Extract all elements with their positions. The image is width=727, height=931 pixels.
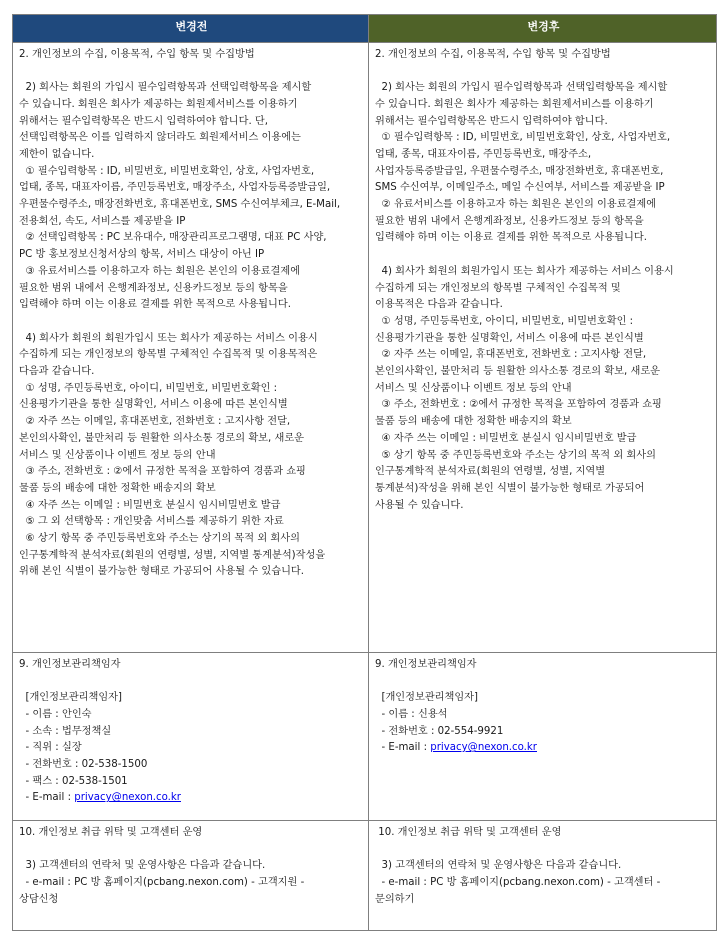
after-header: 변경후 (369, 15, 717, 43)
text-line: ③ 주소, 전화번호 : ②에서 규정한 목적을 포함하여 경품과 쇼핑 (19, 466, 306, 478)
text-line: 물품 등의 배송에 대한 정확한 배송지의 확보 (19, 482, 216, 494)
text-line: - 이름 : 신용석 (375, 708, 448, 720)
after-cell (369, 42, 717, 652)
text-line: 4) 회사가 회원의 회원가입시 또는 회사가 제공하는 서비스 이용시 (19, 332, 318, 344)
text-line: 신용평가기관을 통한 실명확인, 서비스 이용에 따른 본인식별 (19, 399, 288, 411)
text-line: - e-mail : PC 방 홈페이지(pcbang.nexon.com) - 고객센터 - (375, 876, 661, 888)
text-line (19, 63, 364, 80)
text-line: ② 자주 쓰는 이메일, 휴대폰번호, 전화번호 : 고지사항 전달, (19, 416, 291, 428)
text-line: 수집하게 되는 개인정보의 항목별 구체적인 수집목적 및 (375, 282, 621, 294)
text-line: 우편물수령주소, 매장전화번호, 휴대폰번호, SMS 수신여부체크, E-Mail, (19, 199, 341, 211)
text-line: 인구통계학적 분석자료(회원의 연령별, 성별, 지역별 (375, 466, 606, 478)
text-line: - 이름 : 안인숙 (19, 708, 92, 720)
text-line: - 소속 : 법무정책실 (19, 725, 112, 737)
text-line: SMS 수신여부, 이메일주소, 메일 수신여부, 서비스를 제공받을 IP (375, 182, 665, 194)
text-line: 사업자등록증발급일, 우편물수령주소, 매장전화번호, 휴대폰번호, (375, 165, 664, 177)
section-title: 9. 개인정보관리책임자 (19, 658, 121, 670)
text-line: ② 유료서비스를 이용하고자 하는 회원은 본인의 이용료결제에 (375, 199, 657, 211)
text-line: 필요한 범위 내에서 은행계좌정보, 신용카드정보 등의 항목을 (19, 282, 288, 294)
text-line: 통계분석)작성을 위해 본인 식별이 불가능한 형태로 가공되어 (375, 482, 645, 494)
section-row-customer-center (13, 820, 717, 930)
text-line: 위해 본인 식별이 불가능한 형태로 가공되어 사용될 수 있습니다. (19, 566, 305, 578)
section-title: 2. 개인정보의 수집, 이용목적, 수입 항목 및 수집방법 (375, 48, 611, 60)
text-line: - 전화번호 : 02-554-9921 (375, 725, 504, 737)
text-line (375, 63, 712, 80)
after-cell (369, 820, 717, 930)
text-line: 입력해야 하며 이는 이용료 결제를 위한 목적으로 사용됩니다. (375, 232, 647, 244)
text-line: - E-mail : privacy@nexon.co.kr (19, 792, 181, 804)
text-line: 3) 고객센터의 연락처 및 운영사항은 다음과 같습니다. (375, 860, 622, 872)
section-row-collection (13, 42, 717, 652)
text-line: ⑥ 상기 항목 중 주민등록번호와 주소는 상기의 목적 외 회사의 (19, 533, 300, 545)
text-line: ④ 자주 쓰는 이메일 : 비밀번호 분실시 임시비밀번호 발급 (19, 499, 281, 511)
text-line: 위해서는 필수입력항목은 반드시 입력하여야 합니다. (375, 115, 608, 127)
text-line: ③ 주소, 전화번호 : ②에서 규정한 목적을 포함하여 경품과 쇼핑 (375, 399, 662, 411)
text-line: 필요한 범위 내에서 은행계좌정보, 신용카드정보 등의 항목을 (375, 215, 644, 227)
text-line: 2) 회사는 회원의 가입시 필수입력항목과 선택입력항목을 제시할 (375, 82, 668, 94)
text-line: 서비스 및 신상품이나 이벤트 정보 등의 안내 (19, 449, 216, 461)
text-line: 4) 회사가 회원의 회원가입시 또는 회사가 제공하는 서비스 이용시 (375, 265, 674, 277)
text-line: 상담신청 (19, 893, 59, 905)
text-line (375, 673, 712, 690)
text-line (19, 673, 364, 690)
section-title: 2. 개인정보의 수집, 이용목적, 수입 항목 및 수집방법 (19, 48, 255, 60)
text-line: ⑤ 그 외 선택항목 : 개인맞춤 서비스를 제공하기 위한 자료 (19, 516, 284, 528)
text-line (19, 314, 364, 331)
text-line: - e-mail : PC 방 홈페이지(pcbang.nexon.com) - 고객지원 - (19, 876, 305, 888)
text-line (375, 841, 712, 858)
text-line: 수집하게 되는 개인정보의 항목별 구체적인 수집목적 및 이용목적은 (19, 349, 318, 361)
section-title: 10. 개인정보 취급 위탁 및 고객센터 운영 (19, 826, 203, 838)
email-link[interactable]: privacy@nexon.co.kr (430, 742, 537, 754)
email-link[interactable]: privacy@nexon.co.kr (74, 792, 181, 804)
before-cell (13, 652, 369, 820)
text-line: 업태, 종목, 대표자이름, 주민등록번호, 매장주소, (375, 148, 592, 160)
header-row (13, 15, 717, 43)
text-line: 2) 회사는 회원의 가입시 필수입력항목과 선택입력항목을 제시할 (19, 82, 312, 94)
comparison-table (12, 14, 717, 931)
text-line: ① 성명, 주민등록번호, 아이디, 비밀번호, 비밀번호확인 : (19, 382, 278, 394)
text-line: - 직위 : 실장 (19, 742, 82, 754)
text-line: 서비스 및 신상품이나 이벤트 정보 등의 안내 (375, 382, 572, 394)
text-line: 사용될 수 있습니다. (375, 499, 464, 511)
text-line: ① 필수입력항목 : ID, 비밀번호, 비밀번호확인, 상호, 사업자번호, (375, 132, 671, 144)
section-title: 9. 개인정보관리책임자 (375, 658, 477, 670)
text-line: 인구통계학적 분석자료(회원의 연령별, 성별, 지역별 통계분석)작성을 (19, 549, 326, 561)
text-line: 신용평가기관을 통한 실명확인, 서비스 이용에 따른 본인식별 (375, 332, 644, 344)
text-line (19, 841, 364, 858)
before-cell (13, 42, 369, 652)
text-line: 물품 등의 배송에 대한 정확한 배송지의 확보 (375, 416, 572, 428)
text-line: ① 성명, 주민등록번호, 아이디, 비밀번호, 비밀번호확인 : (375, 315, 634, 327)
text-line: ② 선택입력항목 : PC 보유대수, 매장관리프로그램명, 대표 PC 사양, (19, 232, 327, 244)
before-cell (13, 820, 369, 930)
text-line: ② 자주 쓰는 이메일, 휴대폰번호, 전화번호 : 고지사항 전달, (375, 349, 647, 361)
before-header: 변경전 (13, 15, 369, 43)
text-line: 3) 고객센터의 연락처 및 운영사항은 다음과 같습니다. (19, 860, 266, 872)
section-title: 10. 개인정보 취급 위탁 및 고객센터 운영 (375, 826, 562, 838)
text-line: 수 있습니다. 회원은 회사가 제공하는 회원제서비스를 이용하기 (375, 98, 654, 110)
text-line: [개인정보관리책임자] (375, 692, 478, 704)
text-line: 위해서는 필수입력항목은 반드시 입력하여야 합니다. 단, (19, 115, 269, 127)
text-line: ③ 유료서비스를 이용하고자 하는 회원은 본인의 이용료결제에 (19, 265, 301, 277)
text-line (375, 247, 712, 264)
text-line: [개인정보관리책임자] (19, 692, 122, 704)
after-cell (369, 652, 717, 820)
text-line: 이용목적은 다음과 같습니다. (375, 299, 503, 311)
text-line: 입력해야 하며 이는 이용료 결제를 위한 목적으로 사용됩니다. (19, 299, 291, 311)
text-line: PC 방 홍보정보신청서상의 항목, 서비스 대상이 아닌 IP (19, 249, 265, 261)
text-line: 본인의사확인, 불만처리 등 원활한 의사소통 경로의 확보, 새로운 (375, 366, 661, 378)
text-line: ① 필수입력항목 : ID, 비밀번호, 비밀번호확인, 상호, 사업자번호, (19, 165, 315, 177)
text-line: 전용회선, 속도, 서비스를 제공받을 IP (19, 215, 186, 227)
text-line: - E-mail : privacy@nexon.co.kr (375, 742, 537, 754)
text-line: 다음과 같습니다. (19, 366, 95, 378)
text-line: ⑤ 상기 항목 중 주민등록번호와 주소는 상기의 목적 외 회사의 (375, 449, 656, 461)
text-line: 업태, 종목, 대표자이름, 주민등록번호, 매장주소, 사업자등록증발급일, (19, 182, 331, 194)
text-line: - 팩스 : 02-538-1501 (19, 775, 128, 787)
text-line: 선택입력항목은 이를 입력하지 않더라도 회원제서비스 이용에는 (19, 132, 301, 144)
section-row-privacy-officer (13, 652, 717, 820)
text-line: 수 있습니다. 회원은 회사가 제공하는 회원제서비스를 이용하기 (19, 98, 298, 110)
text-line: 문의하기 (375, 893, 415, 905)
text-line: - 전화번호 : 02-538-1500 (19, 758, 148, 770)
text-line: 본인의사확인, 불만처리 등 원활한 의사소통 경로의 확보, 새로운 (19, 432, 305, 444)
text-line: 제한이 없습니다. (19, 148, 95, 160)
text-line: ④ 자주 쓰는 이메일 : 비밀번호 분실시 임시비밀번호 발급 (375, 432, 637, 444)
